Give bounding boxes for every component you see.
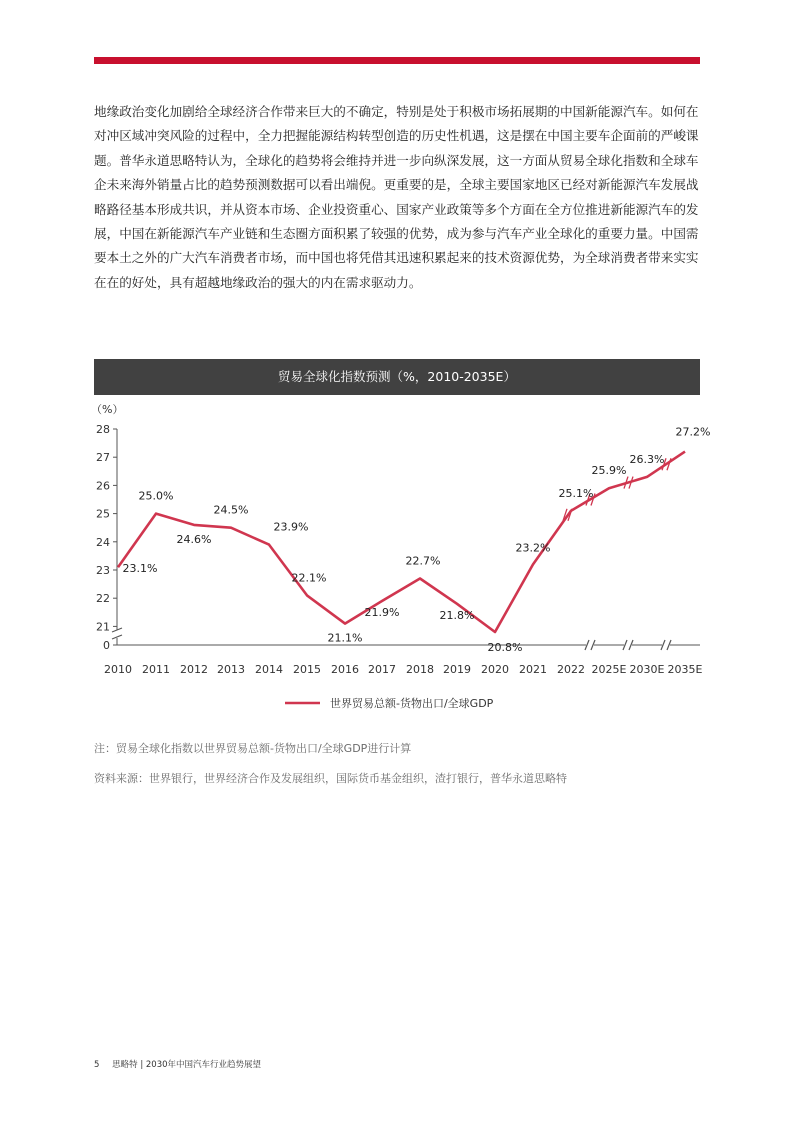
x-tick-label: 2021: [519, 663, 547, 676]
y-tick-label: 28: [96, 423, 110, 436]
y-axis-unit: （%）: [91, 403, 124, 416]
y-tick-label: 0: [103, 639, 110, 652]
x-tick-label: 2025E: [591, 663, 627, 676]
chart-title: 贸易全球化指数预测（%，2010-2035E）: [94, 359, 700, 395]
data-label: 25.9%: [591, 464, 627, 478]
data-label: 20.8%: [487, 641, 523, 655]
x-tick-label: 2019: [443, 663, 471, 676]
data-label: 26.3%: [629, 452, 665, 466]
legend-label: 世界贸易总额-货物出口/全球GDP: [330, 697, 494, 710]
x-tick-label: 2015: [293, 663, 321, 676]
data-label: 23.9%: [273, 520, 309, 534]
x-tick-label: 2010: [104, 663, 132, 676]
data-label: 25.0%: [138, 489, 174, 503]
data-label: 25.1%: [558, 486, 594, 500]
x-tick-label: 2035E: [667, 663, 703, 676]
x-tick-label: 2022: [557, 663, 585, 676]
body-paragraph: 地缘政治变化加剧给全球经济合作带来巨大的不确定，特别是处于积极市场拓展期的中国新能源汽车。如何在对冲区域冲突风险的过程中，全力把握能源结构转型创造的历史性机遇，这是摆在中国主要车企面前的严峻课题。普华永道思略特认为，全球化的趋势将会维持并进一步向纵深发展，这一方面从贸易全球化指数和全球车企未来海外销量占比的趋势预测数据可以看出端倪。更重要的是，全球主要国家地区已经对新能源汽车发展战略路径基本形成共识，并从资本市场、企业投资重心、国家产业政策等多个方面在全方位推进新能源汽车的发展，中国在新能源汽车产业链和生态圈方面积累了较强的优势，成为参与汽车产业全球化的重要力量。中国需要本土之外的广大汽车消费者市场，而中国也将凭借其迅速积累起来的技术资源优势，为全球消费者带来实实在在的好处，具有超越地缘政治的强大的内在需求驱动力。: [94, 104, 699, 290]
data-label: 21.9%: [364, 606, 400, 620]
data-label: 21.1%: [327, 631, 363, 645]
x-tick-label: 2014: [255, 663, 283, 676]
data-label: 23.1%: [122, 562, 158, 576]
y-tick-label: 22: [96, 592, 110, 606]
data-label: 22.7%: [405, 554, 441, 568]
y-tick-label: 21: [96, 620, 110, 634]
y-tick-label: 23: [96, 564, 110, 577]
y-tick-label: 27: [96, 451, 110, 465]
y-tick-label: 26: [96, 479, 110, 493]
x-tick-label: 2016: [331, 663, 359, 676]
top-accent-bar: [94, 57, 700, 64]
data-label: 27.2%: [675, 425, 711, 439]
x-tick-label: 2013: [217, 663, 245, 676]
x-tick-label: 2011: [142, 663, 170, 676]
y-tick-label: 24: [96, 535, 110, 549]
data-label: 21.8%: [439, 608, 475, 622]
data-label: 24.6%: [176, 532, 212, 546]
data-label: 24.5%: [213, 503, 249, 517]
x-tick-label: 2030E: [629, 663, 665, 676]
data-label: 22.1%: [291, 571, 327, 585]
page-number: 5: [94, 1060, 100, 1070]
line-chart: [80, 398, 720, 720]
page-footer: [94, 1058, 261, 1070]
footer-title: 思略特 | 2030年中国汽车行业趋势展望: [112, 1060, 262, 1070]
chart-note: 注：贸易全球化指数以世界贸易总额-货物出口/全球GDP进行计算: [94, 742, 412, 755]
x-tick-label: 2012: [180, 663, 208, 676]
y-tick-label: 25: [96, 507, 110, 521]
x-tick-label: 2020: [481, 663, 509, 676]
data-label: 23.2%: [515, 541, 551, 555]
x-tick-label: 2017: [368, 663, 396, 676]
chart-source: 资料来源：世界银行，世界经济合作及发展组织，国际货币基金组织，渣打银行，普华永道思略特: [94, 772, 567, 785]
x-tick-label: 2018: [406, 663, 434, 676]
